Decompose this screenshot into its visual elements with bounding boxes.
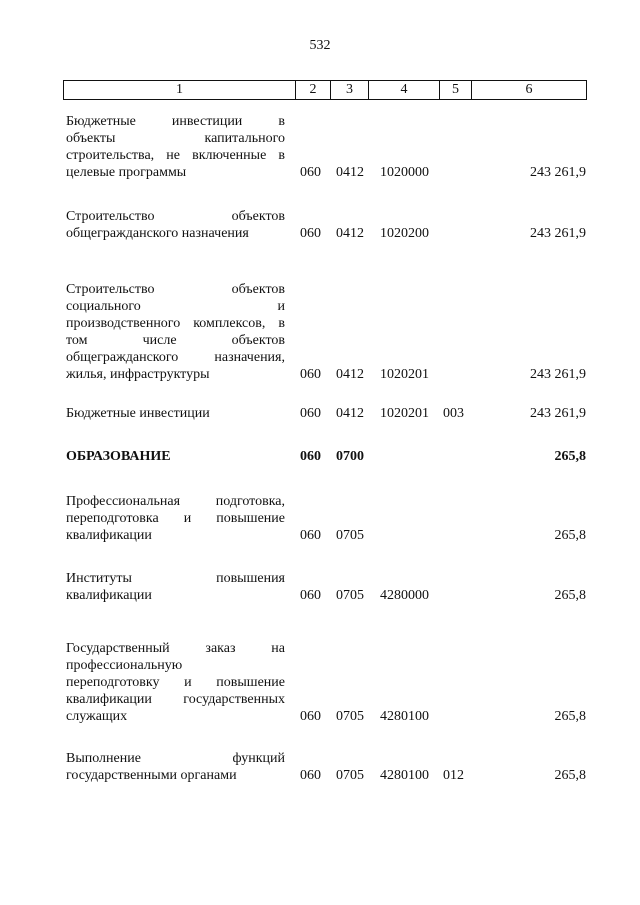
description-line: ОБРАЗОВАНИЕ <box>66 449 171 464</box>
description-line: квалификации <box>66 588 152 603</box>
cell-target-article: 4280100 <box>380 768 429 783</box>
cell-expense-type: 012 <box>443 768 464 783</box>
description-line: Строительство объектов <box>66 282 285 297</box>
table-header <box>63 80 587 100</box>
row-description <box>66 208 285 242</box>
cell-target-article: 4280000 <box>380 588 429 603</box>
row-description <box>66 281 285 383</box>
description-line: строительства, не включенные в <box>66 148 285 163</box>
cell-ministry: 060 <box>300 709 321 724</box>
cell-amount: 243 261,9 <box>530 165 586 180</box>
description-line: служащих <box>66 709 128 724</box>
cell-section: 0412 <box>336 406 364 421</box>
cell-target-article: 1020201 <box>380 406 429 421</box>
cell-ministry: 060 <box>300 588 321 603</box>
table-row <box>0 113 640 181</box>
description-line: Институты повышения <box>66 571 285 586</box>
description-line: жилья, инфраструктуры <box>66 367 210 382</box>
cell-section: 0412 <box>336 367 364 382</box>
cell-amount: 265,8 <box>554 528 586 543</box>
row-description <box>66 570 285 604</box>
table-row <box>0 448 640 465</box>
description-line: профессиональную <box>66 658 183 673</box>
description-line: целевые программы <box>66 165 187 180</box>
table-row <box>0 750 640 784</box>
cell-amount: 243 261,9 <box>530 226 586 241</box>
description-line: квалификации государственных <box>66 692 285 707</box>
description-line: социального и <box>66 299 285 314</box>
row-description <box>66 113 285 181</box>
cell-target-article: 4280100 <box>380 709 429 724</box>
row-description <box>66 750 285 784</box>
description-line: Бюджетные инвестиции в <box>66 114 285 129</box>
description-line: Государственный заказ на <box>66 641 285 656</box>
cell-expense-type: 003 <box>443 406 464 421</box>
description-line: общегражданского назначения <box>66 226 249 241</box>
cell-section: 0705 <box>336 768 364 783</box>
description-line: производственного комплексов, в <box>66 316 285 331</box>
cell-amount: 265,8 <box>554 449 586 464</box>
cell-section: 0412 <box>336 165 364 180</box>
row-description <box>66 493 285 544</box>
row-description <box>66 405 285 422</box>
cell-section: 0700 <box>336 449 364 464</box>
header-col-1: 1 <box>64 81 296 99</box>
table-row <box>0 493 640 544</box>
cell-amount: 265,8 <box>554 709 586 724</box>
cell-ministry: 060 <box>300 449 321 464</box>
row-description <box>66 640 285 725</box>
description-line: общегражданского назначения, <box>66 350 285 365</box>
description-line: переподготовку и повышение <box>66 675 285 690</box>
cell-section: 0705 <box>336 709 364 724</box>
cell-ministry: 060 <box>300 406 321 421</box>
description-line: Строительство объектов <box>66 209 285 224</box>
page-number: 532 <box>309 38 331 53</box>
header-col-2: 2 <box>296 81 331 99</box>
table-row <box>0 405 640 422</box>
description-line: государственными органами <box>66 768 237 783</box>
cell-ministry: 060 <box>300 367 321 382</box>
cell-section: 0705 <box>336 528 364 543</box>
cell-ministry: 060 <box>300 768 321 783</box>
row-description <box>66 448 285 465</box>
table-row <box>0 570 640 604</box>
cell-ministry: 060 <box>300 528 321 543</box>
header-col-5: 5 <box>440 81 472 99</box>
table-row <box>0 208 640 242</box>
table-row <box>0 640 640 725</box>
header-col-3: 3 <box>331 81 369 99</box>
description-line: объекты капитального <box>66 131 285 146</box>
description-line: Выполнение функций <box>66 751 285 766</box>
cell-section: 0705 <box>336 588 364 603</box>
cell-target-article: 1020000 <box>380 165 429 180</box>
cell-amount: 265,8 <box>554 768 586 783</box>
cell-section: 0412 <box>336 226 364 241</box>
cell-amount: 243 261,9 <box>530 406 586 421</box>
cell-target-article: 1020201 <box>380 367 429 382</box>
cell-amount: 243 261,9 <box>530 367 586 382</box>
table-row <box>0 281 640 383</box>
description-line: квалификации <box>66 528 152 543</box>
description-line: Профессиональная подготовка, <box>66 494 285 509</box>
header-col-4: 4 <box>369 81 440 99</box>
cell-ministry: 060 <box>300 165 321 180</box>
cell-target-article: 1020200 <box>380 226 429 241</box>
cell-ministry: 060 <box>300 226 321 241</box>
cell-amount: 265,8 <box>554 588 586 603</box>
header-col-6: 6 <box>525 82 533 97</box>
description-line: переподготовка и повышение <box>66 511 285 526</box>
description-line: том числе объектов <box>66 333 285 348</box>
description-line: Бюджетные инвестиции <box>66 406 210 421</box>
